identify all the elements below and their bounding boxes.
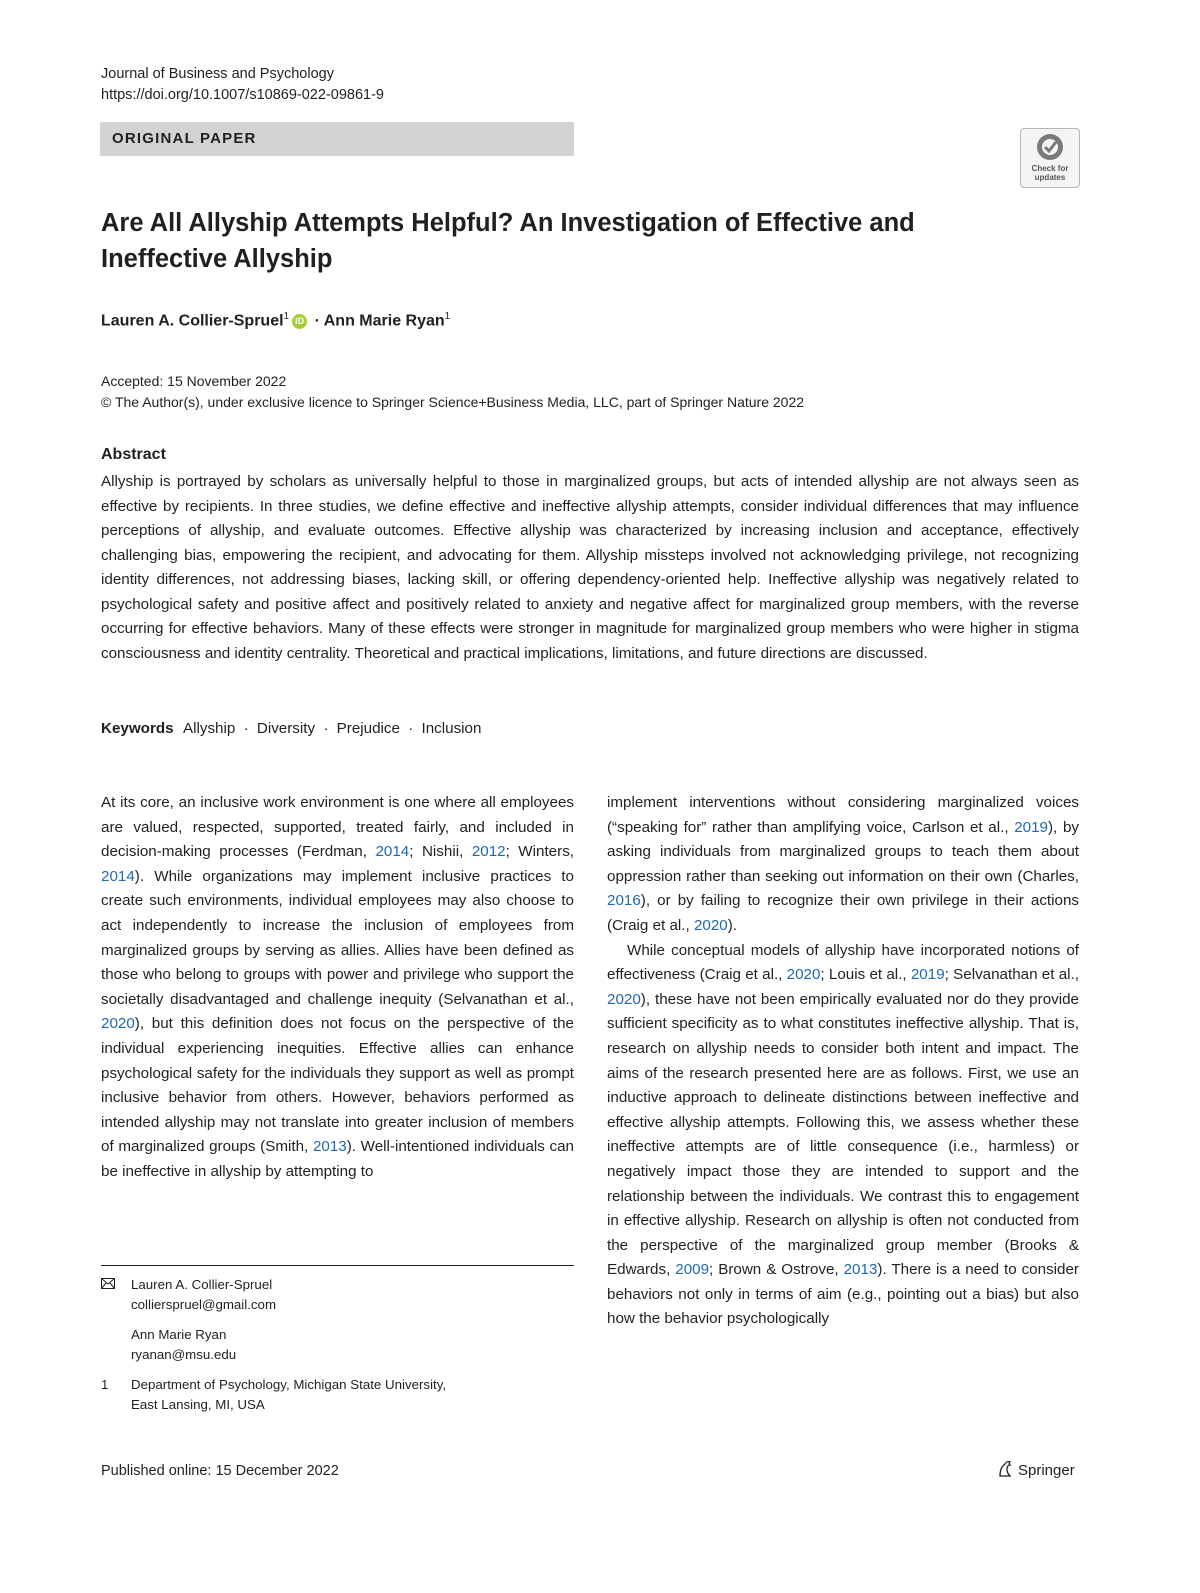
publisher-logo — [996, 1460, 1075, 1479]
author-separator: · — [314, 312, 320, 330]
body-text: ; Nishii, — [409, 843, 472, 861]
affiliation-line: East Lansing, MI, USA — [131, 1397, 265, 1412]
journal-name: Journal of Business and Psychology — [101, 66, 334, 82]
keyword: Allyship — [182, 720, 236, 737]
body-text: ), or by failing to recognize their own privilege in their actions (Craig et al., — [607, 892, 1079, 934]
body-text: ; Winters, — [505, 843, 575, 861]
author-name[interactable]: Lauren A. Collier-Spruel — [101, 312, 284, 330]
citation-link[interactable]: 2013 — [843, 1261, 878, 1279]
body-paragraph — [101, 791, 574, 1185]
article-dates — [101, 371, 804, 413]
publisher-name: Springer — [1018, 1462, 1075, 1479]
citation-link[interactable]: 2020 — [786, 966, 821, 984]
body-column-left — [101, 791, 574, 1185]
paper-type-label: ORIGINAL PAPER — [112, 130, 257, 147]
citation-link[interactable]: 2014 — [101, 867, 135, 885]
envelope-icon — [101, 1275, 115, 1295]
body-text: ; Louis et al., — [820, 966, 911, 984]
keyword: Diversity — [256, 720, 316, 737]
body-text: ), these have not been empirically evaluated nor do they provide sufficient specificity as to what constitutes ineffective allyship. That is, research on allyship needs to consider both intent and impact. The aims of the research presented here are as follows. First, we use an inductive approach to delineate distinctions between ineffective and effective allyship attempts. Following this, we assess whether these ineffective attempts are of little consequence (i.e., harmless) or negatively impact those they are intended to support and the relationship between the individuals. We contrast this to engagement in effective allyship. Research on allyship is often not conducted from the perspective of the marginalized group member (Brooks & Edwards, — [607, 990, 1079, 1279]
corresponding-author — [101, 1275, 574, 1315]
journal-header — [101, 64, 384, 106]
orcid-icon[interactable]: iD — [292, 314, 307, 329]
body-text: ; Selvanathan et al., — [944, 966, 1079, 984]
second-author-contact — [101, 1325, 574, 1365]
body-text: implement interventions without considering marginalized voices (“speaking for” rather than amplifying voice, Carlson et al., — [607, 794, 1079, 836]
citation-link[interactable]: 2020 — [693, 916, 728, 934]
footnotes — [101, 1275, 574, 1425]
crossmark-icon — [1021, 129, 1079, 165]
affiliation-line: Department of Psychology, Michigan State University, — [131, 1377, 447, 1392]
citation-link[interactable]: 2020 — [607, 990, 641, 1008]
body-text: ). While organizations may implement inclusive practices to create such environments, individual employees may also choose to act independently to increase the inclusion of employees from marginalized groups by serving as allies. Allies have been defined as those who belong to groups with power and privilege who support the societally disadvantaged and challenge inequity (Selvanathan et al., — [101, 867, 574, 1008]
citation-link[interactable]: 2019 — [910, 966, 945, 984]
author-name[interactable]: Ann Marie Ryan — [323, 312, 445, 330]
citation-link[interactable]: 2016 — [607, 892, 641, 910]
footnote-divider — [101, 1265, 574, 1266]
springer-horse-icon — [996, 1460, 1014, 1478]
paper-title: Are All Allyship Attempts Helpful? An Investigation of Effective and Ineffective Allyship — [101, 209, 915, 273]
citation-link[interactable]: 2014 — [375, 843, 410, 861]
author-name: Ann Marie Ryan — [131, 1327, 227, 1342]
keyword-separator: · — [323, 720, 329, 737]
body-text: ). There is a need to consider behaviors not only in terms of aim (e.g., pointing out a bias) but also how the behavior psychologically — [607, 1261, 1079, 1328]
author-email[interactable]: ryanan@msu.edu — [131, 1347, 237, 1362]
citation-link[interactable]: 2020 — [101, 1015, 135, 1033]
abstract-text: Allyship is portrayed by scholars as universally helpful to those in marginalized groups, but acts of intended allyship are not always seen as effective by recipients. In three studies, we define effective and ineffective allyship attempts, consider individual differences that may influence perceptions of allyship, and evaluate outcomes. Effective allyship was characterized by increasing inclusion and acceptance, effectively challenging bias, empowering the recipient, and advocating for them. Allyship missteps involved not acknowledging privilege, not recognizing identity differences, not addressing biases, lacking skill, or offering dependency-oriented help. Ineffective allyship was negatively related to psychological safety and positive affect and positively related to anxiety and negative affect for marginalized group members, with the reverse occurring for effective behaviors. Many of these effects were stronger in magnitude for marginalized group members who were higher in stigma consciousness and identity centrality. Theoretical and practical implications, limitations, and future directions are discussed. — [101, 473, 1079, 662]
body-text: ). Well-intentioned individuals can be ineffective in allyship by attempting to — [101, 1138, 575, 1180]
citation-link[interactable]: 2012 — [471, 843, 506, 861]
doi-link[interactable]: https://doi.org/10.1007/s10869-022-09861-9 — [101, 87, 384, 103]
body-text: ). — [727, 916, 738, 934]
body-text: ; Brown & Ostrove, — [709, 1261, 844, 1279]
affiliation — [101, 1375, 574, 1415]
body-text: While conceptual models of allyship have incorporated notions of effectiveness (Craig et al., — [607, 941, 1079, 984]
body-column-right — [607, 791, 1079, 1332]
citation-link[interactable]: 2013 — [312, 1138, 347, 1156]
abstract-heading: Abstract — [101, 446, 166, 463]
author-email[interactable]: collierspruel@gmail.com — [131, 1297, 277, 1312]
update-badge-label: Check for updates — [1031, 164, 1069, 182]
body-text: ), by asking individuals from marginalized groups to teach them about oppression rather than seeking out information on their own (Charles, — [607, 818, 1079, 885]
citation-link[interactable]: 2019 — [1014, 818, 1048, 836]
body-paragraph — [607, 791, 1079, 939]
body-text: ), but this definition does not focus on the perspective of the individual experiencing inequities. Effective allies can enhance psychological safety for the individuals they support as well as prompt inclusive behavior from others. However, behaviors performed as intended allyship may not translate into greater inclusion of members of marginalized groups (Smith, — [101, 1015, 574, 1156]
body-paragraph — [607, 939, 1079, 1333]
check-for-updates-badge[interactable] — [1020, 128, 1080, 188]
keyword-separator: · — [243, 720, 249, 737]
published-online: Published online: 15 December 2022 — [101, 1463, 339, 1479]
keywords — [101, 720, 481, 737]
affiliation-marker: 1 — [101, 1377, 109, 1392]
accepted-date: Accepted: 15 November 2022 — [101, 373, 287, 389]
author-name: Lauren A. Collier-Spruel — [131, 1277, 273, 1292]
author-list — [101, 311, 450, 330]
keyword-separator: · — [408, 720, 414, 737]
affiliation-marker: 1 — [444, 311, 451, 322]
copyright-line: © The Author(s), under exclusive licence to Springer Science+Business Media, LLC, part of Springer Nature 2022 — [101, 394, 805, 410]
keywords-label: Keywords — [101, 720, 174, 737]
paper-type-bar — [100, 122, 574, 156]
citation-link[interactable]: 2009 — [675, 1261, 710, 1279]
body-text: At its core, an inclusive work environment is one where all employees are valued, respected, supported, treated fairly, and included in decision-making processes (Ferdman, — [101, 794, 574, 861]
affiliation-marker: 1 — [283, 311, 290, 322]
keyword: Inclusion — [421, 720, 482, 737]
keyword: Prejudice — [336, 720, 400, 737]
